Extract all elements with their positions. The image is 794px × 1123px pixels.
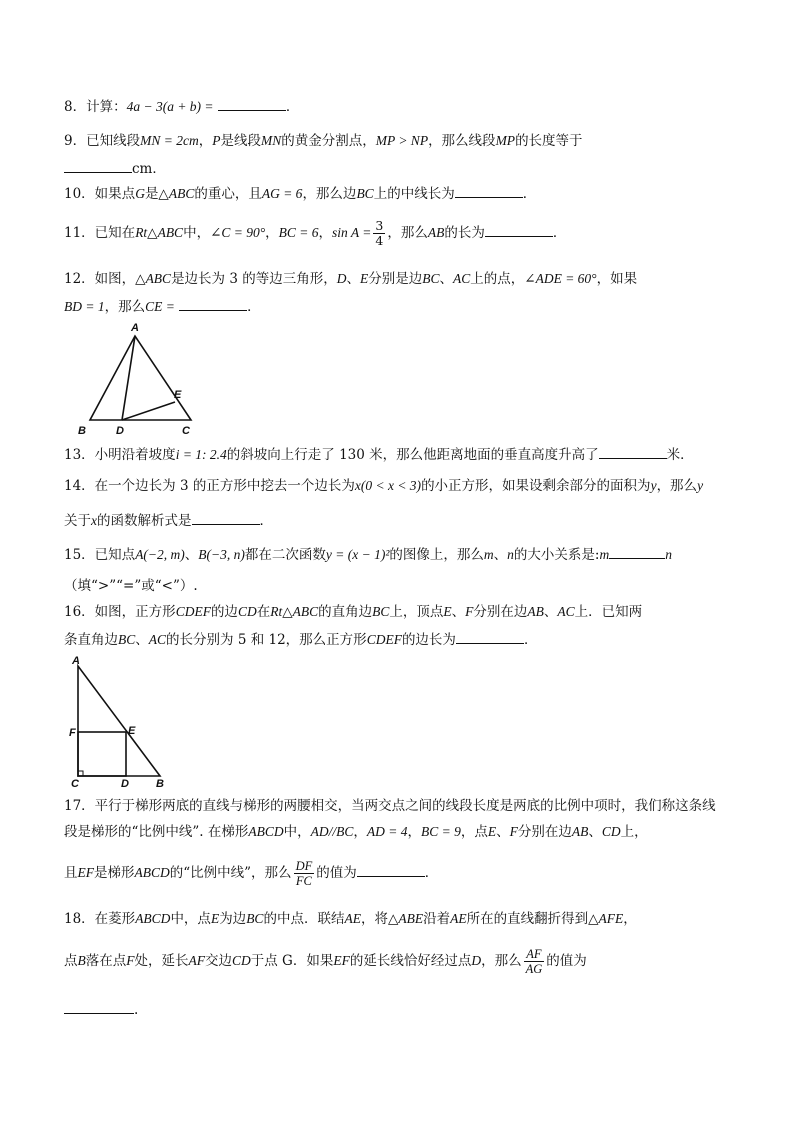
question-13: 13．小明沿着坡度i = 1: 2.4的斜坡向上行走了 130 米，那么他距离地面的垂直高度升高了 米． (64, 444, 694, 464)
q18-fraction: $\frac{AF}{AG}$ (525, 947, 543, 976)
q11-fraction: $\frac{3}{4}$ (375, 218, 384, 248)
question-18-line-3: . (64, 999, 138, 1019)
fig16-label-f: F (69, 727, 76, 739)
question-16: 16．如图，正方形CDEF的边CD在Rt△ABC的直角边BC上，顶点E、F分别在边AB、AC上．已知两 (64, 604, 643, 620)
q8-number: 8．计算： (64, 99, 127, 115)
question-17-line-2: 段是梯形的“比例中线”. 在梯形ABCD中，AD//BC，AD = 4，BC = 9，点E、F分别在边AB、CD上， (64, 824, 648, 840)
q14-answer-blank[interactable] (192, 510, 260, 525)
fig12-label-e: E (174, 389, 182, 401)
fig16-label-b: B (156, 778, 164, 790)
q12-answer-blank[interactable] (179, 296, 247, 311)
question-15: 15．已知点A(−2, m)、B(−3, n)都在二次函数y = (x − 1)²的图像上，那么m、n的大小关系是:m n (64, 544, 672, 564)
question-9-line-2: cm． (64, 158, 166, 178)
figure-16-square-in-triangle (62, 652, 172, 792)
question-9: 9．已知线段MN = 2cm，P是线段MN的黄金分割点，MP > NP，那么线段MP的长度等于 (64, 133, 583, 149)
fig16-label-a: A (72, 655, 80, 667)
q10-answer-blank[interactable] (455, 183, 523, 198)
fig16-label-e: E (128, 725, 136, 737)
question-14-line-2: 关于x的函数解析式是 ． (64, 510, 273, 530)
question-18: 18．在菱形ABCD中，点E为边BC的中点．联结AE，将△ABE沿着AE所在的直线翻折得到△AFE， (64, 911, 637, 927)
q8-expression: 4a − 3(a + b) = (126, 99, 214, 114)
q15-answer-blank[interactable] (609, 544, 665, 559)
fig16-label-d: D (121, 778, 129, 790)
q18-answer-blank[interactable] (64, 999, 134, 1014)
question-17: 17．平行于梯形两底的直线与梯形的两腰相交，当两交点之间的线段长度是两底的比例中项时，我们称这条线 (64, 798, 716, 814)
question-17-line-3: 且EF是梯形ABCD的“比例中线”，那么 $\frac{DF}{FC}$ 的值为 ． (64, 859, 439, 888)
question-11: 11．已知在Rt△ABC中，∠C = 90°，BC = 6，sin A = $\frac{3}{4}$ ，那么AB的长为 ． (64, 218, 567, 248)
q9-answer-blank[interactable] (64, 158, 132, 173)
fig12-label-b: B (78, 425, 86, 437)
question-14: 14．在一个边长为 3 的正方形中挖去一个边长为x(0 < x < 3)的小正方形，如果设剩余部分的面积为y，那么y (64, 478, 704, 494)
figure-12-triangle (74, 318, 204, 440)
question-16-line-2: 条直角边BC、AC的长分别为 5 和 12，那么正方形CDEF的边长为 ． (64, 629, 537, 649)
q8-answer-blank[interactable] (218, 96, 286, 111)
fig12-label-c: C (182, 425, 190, 437)
question-12: 12．如图，△ABC是边长为 3 的等边三角形，D、E分别是边BC、AC上的点，∠ADE = 60°，如果 (64, 271, 638, 287)
question-18-line-2: 点B落在点F处，延长AF交边CD于点 G．如果EF的延长线恰好经过点D，那么 $\frac{AF}{AG}$ 的值为 (64, 947, 587, 976)
fig16-label-c: C (71, 778, 79, 790)
q11-answer-blank[interactable] (485, 222, 553, 237)
question-10: 10．如果点G是△ABC的重心，且AG = 6，那么边BC上的中线长为 ． (64, 183, 536, 203)
q17-fraction: $\frac{DF}{FC}$ (295, 859, 313, 888)
question-12-line-2: BD = 1，那么CE = ． (64, 296, 261, 316)
q17-answer-blank[interactable] (357, 862, 425, 877)
question-15-line-2: （填“>”“=”或“<”）. (64, 578, 198, 594)
fig12-label-d: D (116, 425, 124, 437)
question-8: 8．计算：4a − 3(a + b) = ． (64, 96, 299, 116)
q13-answer-blank[interactable] (599, 444, 667, 459)
fig12-label-a: A (131, 322, 139, 334)
q16-answer-blank[interactable] (456, 629, 524, 644)
